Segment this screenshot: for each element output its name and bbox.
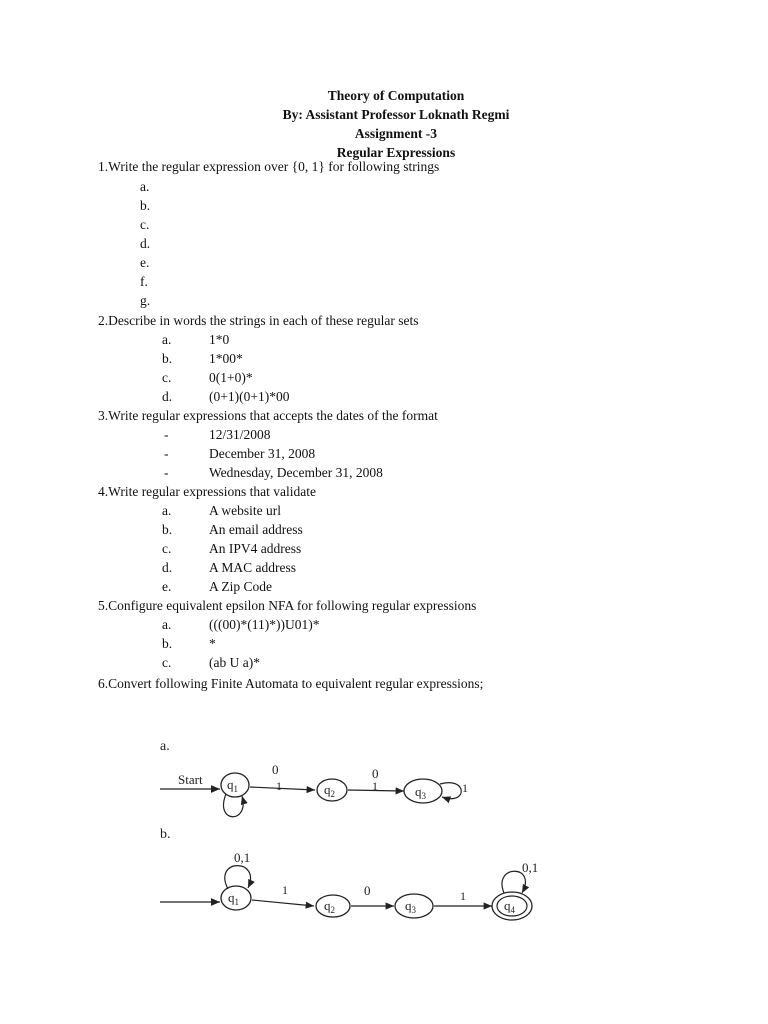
assignment-topic: Regular Expressions bbox=[336, 145, 456, 160]
q3-item-1-value: 12/31/2008 bbox=[209, 427, 271, 442]
question-4: 4.Write regular expressions that validate bbox=[98, 484, 317, 499]
loop-q3-label: 1 bbox=[462, 781, 468, 795]
loop-q3 bbox=[440, 783, 461, 799]
q3-item-2-label: - bbox=[164, 446, 169, 461]
edge-q1-q2-top-label: 0 bbox=[272, 762, 279, 777]
question-3: 3.Write regular expressions that accepts the dates of the format bbox=[98, 408, 438, 423]
edge-q1-q2-label: 1 bbox=[282, 883, 288, 897]
q5-item-b-label: b. bbox=[162, 636, 173, 651]
q1-item-c-label: c. bbox=[140, 217, 150, 232]
q4-item-a-value: A website url bbox=[209, 503, 281, 518]
state-q1-label: $q_1$ bbox=[228, 890, 239, 907]
q5-item-a-value: (((00)*(11)*))U01)* bbox=[209, 617, 320, 632]
q2-item-d-value: (0+1)(0+1)*00 bbox=[209, 389, 290, 404]
q3-item-3-label: - bbox=[164, 465, 169, 480]
q5-item-b-value: * bbox=[209, 636, 216, 651]
finite-automaton-a bbox=[150, 732, 480, 822]
q2-item-b-value: 1*00* bbox=[209, 351, 243, 366]
q4-item-e-value: A Zip Code bbox=[209, 579, 272, 594]
q4-item-b-label: b. bbox=[162, 522, 173, 537]
q4-item-e-label: e. bbox=[162, 579, 172, 594]
question-5: 5.Configure equivalent epsilon NFA for following regular expressions bbox=[98, 598, 477, 613]
diagram-a-label: a. bbox=[160, 739, 170, 754]
q2-item-b-label: b. bbox=[162, 351, 173, 366]
question-2: 2.Describe in words the strings in each of these regular sets bbox=[98, 313, 419, 328]
loop-q4-label: 0,1 bbox=[522, 860, 539, 875]
q2-item-c-label: c. bbox=[162, 370, 172, 385]
q1-item-a-label: a. bbox=[140, 179, 150, 194]
q4-item-c-value: An IPV4 address bbox=[209, 541, 302, 556]
q2-item-a-value: 1*0 bbox=[209, 332, 230, 347]
edge-q2-q3-bottom-label: 1 bbox=[372, 779, 378, 793]
q1-item-g-label: g. bbox=[140, 293, 151, 308]
q4-item-b-value: An email address bbox=[209, 522, 303, 537]
q4-item-d-value: A MAC address bbox=[209, 560, 296, 575]
q3-item-2-value: December 31, 2008 bbox=[209, 446, 316, 461]
q5-item-c-label: c. bbox=[162, 655, 172, 670]
state-q4-label: $q_4$ bbox=[504, 898, 515, 915]
course-title: Theory of Computation bbox=[327, 88, 465, 103]
q1-item-b-label: b. bbox=[140, 198, 151, 213]
q5-item-a-label: a. bbox=[162, 617, 172, 632]
loop-q1-label: 0,1 bbox=[234, 850, 251, 865]
edge-q1-q2 bbox=[252, 900, 314, 906]
state-q2-label: $q_2$ bbox=[324, 898, 335, 915]
author-line: By: Assistant Professor Loknath Regmi bbox=[282, 107, 510, 122]
q1-item-f-label: f. bbox=[140, 274, 148, 289]
state-q2-label: $q_2$ bbox=[324, 782, 335, 799]
edge-q2-q3-top-label: 0 bbox=[372, 766, 379, 781]
q1-item-d-label: d. bbox=[140, 236, 151, 251]
edge-q1-q2-bottom-label: 1 bbox=[276, 779, 282, 793]
q2-item-c-value: 0(1+0)* bbox=[209, 370, 253, 385]
q4-item-c-label: c. bbox=[162, 541, 172, 556]
finite-automaton-b bbox=[150, 822, 550, 932]
diagram-a-start-label: Start bbox=[178, 772, 203, 787]
state-q3-label: $q_3$ bbox=[405, 898, 416, 915]
q3-item-1-label: - bbox=[164, 427, 169, 442]
q4-item-d-label: d. bbox=[162, 560, 173, 575]
diagram-b-label: b. bbox=[160, 827, 171, 842]
q4-item-a-label: a. bbox=[162, 503, 172, 518]
assignment-number: Assignment -3 bbox=[354, 126, 438, 141]
q3-item-3-value: Wednesday, December 31, 2008 bbox=[209, 465, 383, 480]
edge-q2-q3-label: 0 bbox=[364, 883, 371, 898]
question-1: 1.Write the regular expression over {0, 1} for following strings bbox=[98, 159, 440, 174]
q2-item-d-label: d. bbox=[162, 389, 173, 404]
edge-q3-q4-label: 1 bbox=[460, 889, 466, 903]
q1-item-e-label: e. bbox=[140, 255, 150, 270]
q2-item-a-label: a. bbox=[162, 332, 172, 347]
state-q3-label: $q_3$ bbox=[415, 784, 426, 801]
q5-item-c-value: (ab U a)* bbox=[209, 655, 260, 670]
state-q1-label: $q_1$ bbox=[227, 777, 238, 794]
question-6: 6.Convert following Finite Automata to equivalent regular expressions; bbox=[98, 676, 484, 691]
edge-q1-q2 bbox=[250, 787, 315, 790]
document-header bbox=[0, 86, 768, 162]
